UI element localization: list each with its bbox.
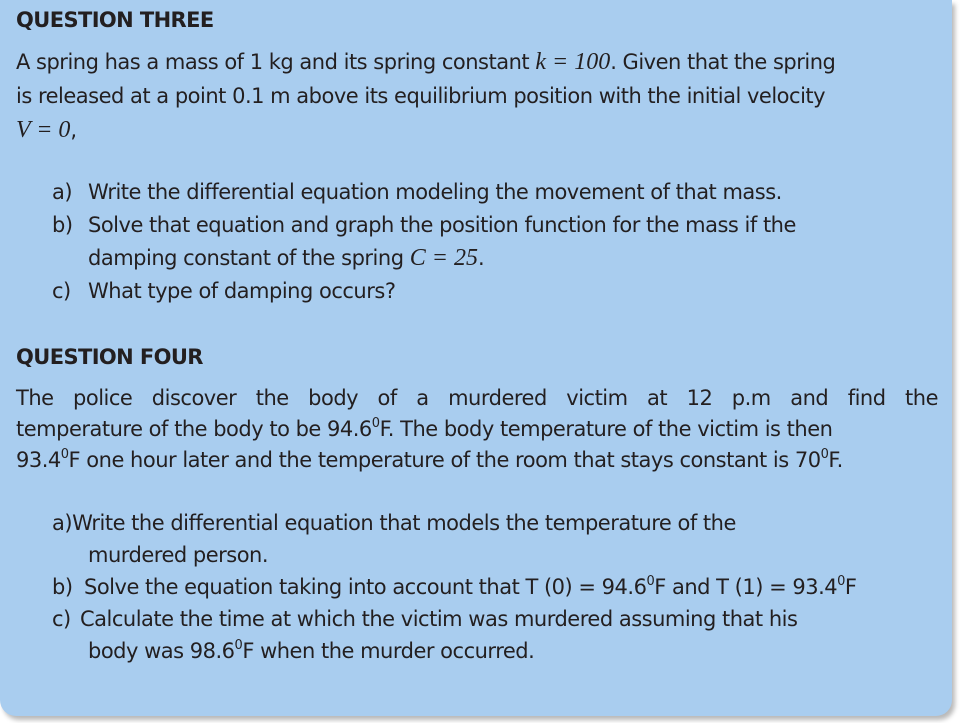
question-four-text <box>16 383 938 476</box>
q4-item-a-continued: murdered person. <box>88 543 269 567</box>
q3-item-c: c) What type of damping occurs? <box>52 279 396 303</box>
q4-item-a: a)Write the differential equation that models the temperature of the <box>52 511 736 535</box>
q4-item-b: b) Solve the equation taking into account that T $(0) = 94.6^0F$ and T $(1) = 93.4^0F$ <box>52 574 857 599</box>
q3-item-a: a) Write the differential equation modeling the movement of that mass. <box>52 180 782 204</box>
v-expression: V = 0 <box>16 117 71 143</box>
q4-line-1: The police discover the body of a murdered victim at 12 p.m and find the <box>16 386 938 410</box>
question-four-list <box>52 507 857 667</box>
q3-line-1: A spring has a mass of 1 kg and its spring constant k = 100. Given that the spring <box>16 49 836 75</box>
k-expression: k = 100 <box>535 49 611 75</box>
question-four-heading: QUESTION FOUR <box>16 345 203 369</box>
q4-item-c: c) Calculate the time at which the victim was murdered assuming that his <box>52 607 798 631</box>
question-three-list <box>52 176 796 308</box>
question-three-text <box>16 45 938 147</box>
q3-item-b: b) Solve that equation and graph the position function for the mass if the <box>52 213 796 237</box>
q3-line-3: V = 0, <box>16 117 77 143</box>
q4-item-c-continued: body was 98.6$^0$F when the murder occurred. <box>88 638 535 663</box>
q4-line-3: 93.4$^0$F one hour later and the temperature of the room that stays constant is $70^0F$. <box>16 447 843 472</box>
q3-line-2: is released at a point 0.1 m above its equilibrium position with the initial velocity <box>16 84 826 108</box>
c-expression: C = 25 <box>409 245 478 271</box>
question-three-heading: QUESTION THREE <box>16 8 214 32</box>
q4-line-2: temperature of the body to be 94.6$^0$F. The body temperature of the victim is then <box>16 416 833 441</box>
q3-item-b-continued: damping constant of the spring C = 25. <box>88 245 485 271</box>
